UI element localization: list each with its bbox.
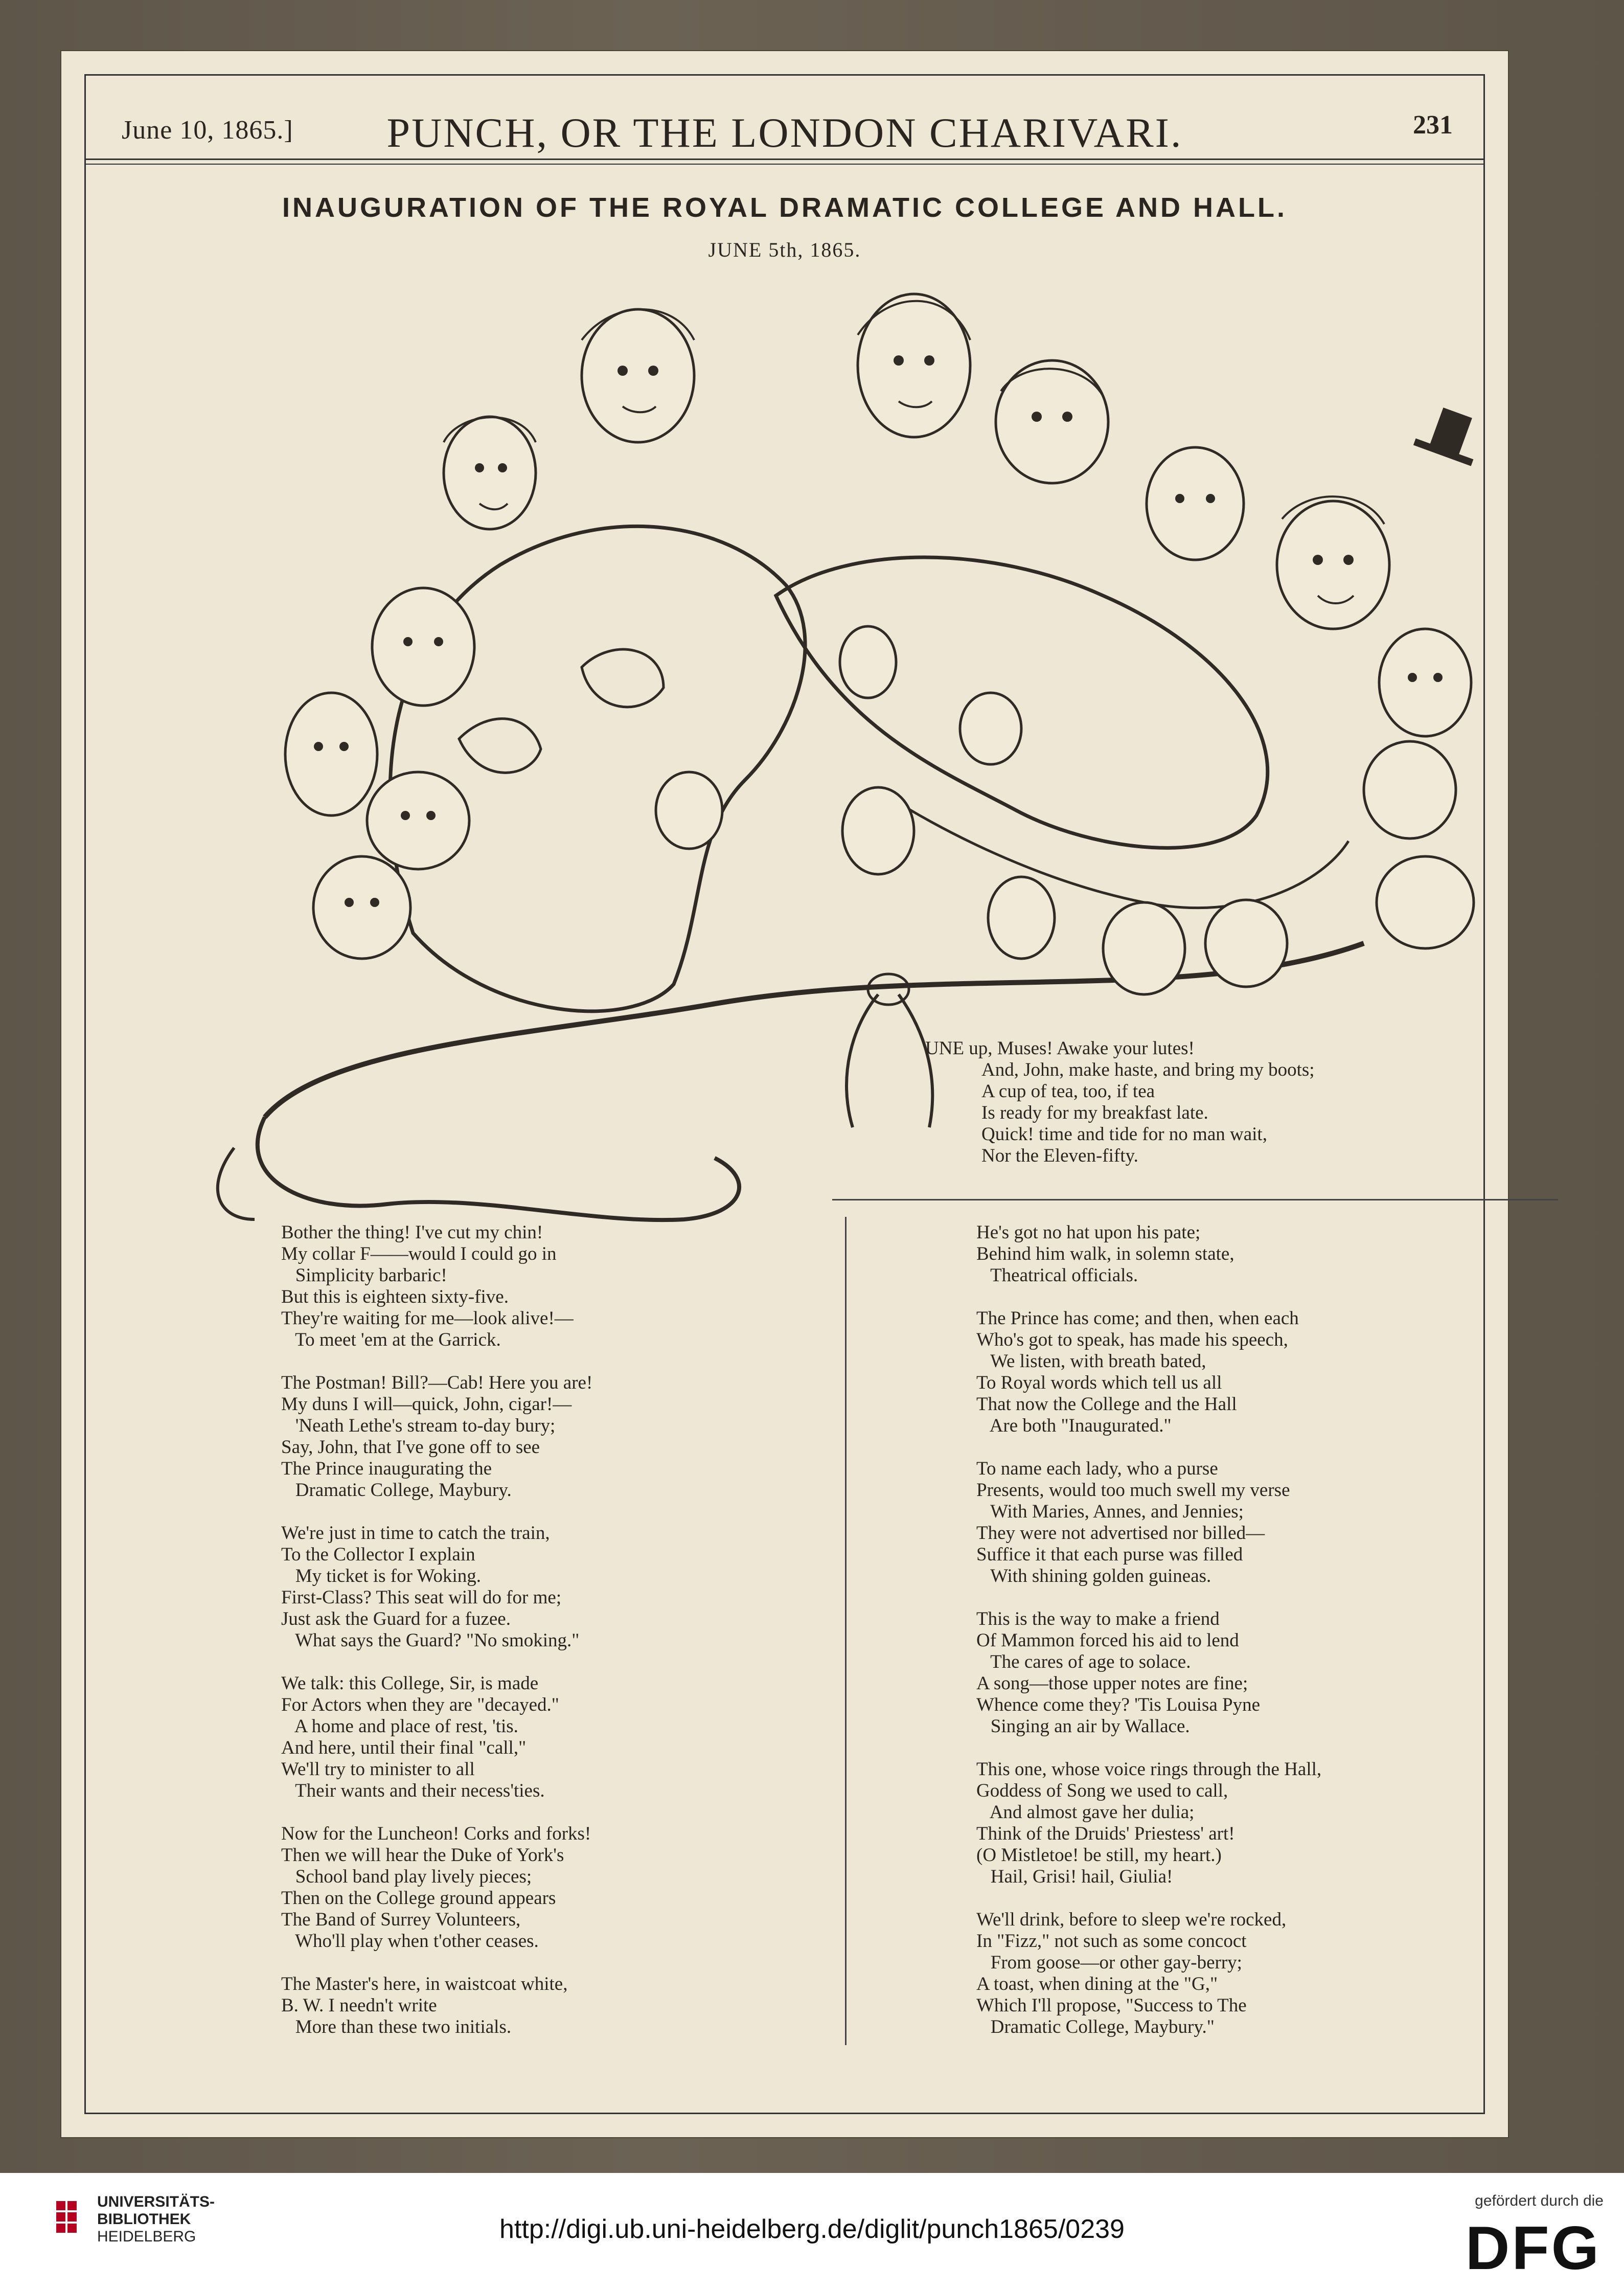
masthead-title: PUNCH, OR THE LONDON CHARIVARI. xyxy=(386,109,1183,156)
poem-line: But this is eighteen sixty-five. xyxy=(281,1286,509,1307)
poem-line: Nor the Eleven-fifty. xyxy=(981,1145,1138,1166)
stanza-break xyxy=(976,1888,1321,1909)
poem-line: We'll try to minister to all xyxy=(281,1759,475,1780)
poem-line: Who's got to speak, has made his speech, xyxy=(976,1329,1288,1350)
poem-line: B. W. I needn't write xyxy=(281,1995,437,2016)
library-line: HEIDELBERG xyxy=(97,2228,196,2245)
poem-line: Suffice it that each purse was filled xyxy=(976,1544,1243,1565)
poem-line: To Royal words which tell us all xyxy=(976,1372,1222,1393)
poem-line: Dramatic College, Maybury. xyxy=(281,1480,512,1501)
poem-line: To the Collector I explain xyxy=(281,1544,475,1565)
stanza-break xyxy=(976,1587,1321,1608)
column-divider xyxy=(845,1217,847,2045)
poem-line: This is the way to make a friend xyxy=(976,1608,1220,1629)
poem-line: The Band of Surrey Volunteers, xyxy=(281,1909,521,1930)
poem-line: In "Fizz," not such as some concoct xyxy=(976,1931,1247,1952)
top-rule xyxy=(86,74,1483,76)
poem-line: Then we will hear the Duke of York's xyxy=(281,1845,564,1866)
poem-line: And, John, make haste, and bring my boots; xyxy=(981,1059,1315,1080)
poem-left-column xyxy=(281,1222,592,2038)
poem-line: Now for the Luncheon! Corks and forks! xyxy=(281,1823,591,1844)
newspaper-page xyxy=(61,51,1508,2137)
poem-line: Whence come they? 'Tis Louisa Pyne xyxy=(976,1694,1261,1715)
poem-line: From goose—or other gay-berry; xyxy=(976,1952,1242,1973)
poem-line: A song—those upper notes are fine; xyxy=(976,1673,1248,1694)
stanza-break xyxy=(976,1286,1321,1308)
poem-line: Theatrical officials. xyxy=(976,1265,1138,1286)
poem-line: 'Neath Lethe's stream to-day bury; xyxy=(281,1415,556,1436)
section-rule xyxy=(832,1199,1558,1200)
stanza-break xyxy=(281,1501,592,1523)
poem-line: We'll drink, before to sleep we're rocked, xyxy=(976,1909,1287,1930)
library-line: UNIVERSITÄTS- xyxy=(97,2193,215,2210)
stanza-break xyxy=(281,1351,592,1372)
poem-line: Hail, Grisi! hail, Giulia! xyxy=(976,1866,1173,1887)
poem-line: This one, whose voice rings through the Hall, xyxy=(976,1759,1322,1780)
cartoon-date: JUNE 5th, 1865. xyxy=(708,238,861,261)
library-line: BIBLIOTHEK xyxy=(97,2211,191,2228)
poem-line: A home and place of rest, 'tis. xyxy=(281,1716,518,1737)
poem-line: (O Mistletoe! be still, my heart.) xyxy=(976,1845,1222,1866)
poem-line: More than these two initials. xyxy=(281,2016,512,2037)
poem-line: Behind him walk, in solemn state, xyxy=(976,1243,1234,1264)
poem-right-column xyxy=(976,1222,1321,2038)
poem-intro xyxy=(925,1038,1315,1167)
poem-line: Of Mammon forced his aid to lend xyxy=(976,1630,1239,1651)
poem-line: The Master's here, in waistcoat white, xyxy=(281,1974,568,1995)
poem-line: With shining golden guineas. xyxy=(976,1566,1211,1587)
poem-line: They're waiting for me—look alive!— xyxy=(281,1308,574,1329)
masthead-date: June 10, 1865.] xyxy=(122,116,293,145)
page-number: 231 xyxy=(1413,110,1453,140)
poem-line: Say, John, that I've gone off to see xyxy=(281,1437,540,1458)
header-rule-double xyxy=(86,164,1483,165)
poem-line: The Postman! Bill?—Cab! Here you are! xyxy=(281,1372,593,1393)
poem-line: We're just in time to catch the train, xyxy=(281,1523,550,1544)
poem-line: Are both "Inaugurated." xyxy=(976,1415,1172,1436)
stanza-break xyxy=(976,1737,1321,1759)
stanza-break xyxy=(281,1651,592,1673)
cartoon-title: INAUGURATION OF THE ROYAL DRAMATIC COLLEGE AND HALL. xyxy=(282,192,1287,223)
dfg-logo: DFG xyxy=(1465,2214,1601,2282)
poem-line: The cares of age to solace. xyxy=(976,1651,1191,1672)
poem-line: Who'll play when t'other ceases. xyxy=(281,1931,539,1952)
poem-line: And almost gave her dulia; xyxy=(976,1802,1195,1823)
poem-line: First-Class? This seat will do for me; xyxy=(281,1587,562,1608)
digitization-footer xyxy=(0,2173,1624,2289)
header-rule xyxy=(86,158,1483,160)
poem-line: Which I'll propose, "Success to The xyxy=(976,1995,1247,2016)
poem-line: They were not advertised nor billed— xyxy=(976,1523,1265,1544)
poem-line: With Maries, Annes, and Jennies; xyxy=(976,1501,1244,1522)
poem-line: To meet 'em at the Garrick. xyxy=(281,1329,501,1350)
permalink-url[interactable]: http://digi.ub.uni-heidelberg.de/diglit/punch1865/0239 xyxy=(499,2214,1125,2244)
poem-line: Quick! time and tide for no man wait, xyxy=(981,1124,1267,1145)
poem-line: A toast, when dining at the "G," xyxy=(976,1974,1218,1995)
poem-line: UNE up, Muses! Awake your lutes! xyxy=(925,1038,1195,1059)
poem-line: The Prince inaugurating the xyxy=(281,1458,492,1479)
poem-line: Is ready for my breakfast late. xyxy=(981,1102,1208,1123)
poem-line: Just ask the Guard for a fuzee. xyxy=(281,1608,511,1629)
poem-line: To name each lady, who a purse xyxy=(976,1458,1218,1479)
poem-line: Presents, would too much swell my verse xyxy=(976,1480,1290,1501)
poem-line: For Actors when they are "decayed." xyxy=(281,1694,559,1715)
poem-line: Think of the Druids' Priestess' art! xyxy=(976,1823,1235,1844)
stanza-break xyxy=(281,1952,592,1974)
poem-line: My ticket is for Woking. xyxy=(281,1566,481,1587)
poem-line: My duns I will—quick, John, cigar!— xyxy=(281,1394,572,1415)
funding-label: gefördert durch die xyxy=(1475,2192,1604,2209)
poem-line: School band play lively pieces; xyxy=(281,1866,532,1887)
poem-line: He's got no hat upon his pate; xyxy=(976,1222,1201,1243)
poem-line: We talk: this College, Sir, is made xyxy=(281,1673,539,1694)
poem-line: The Prince has come; and then, when each xyxy=(976,1308,1299,1329)
stanza-break xyxy=(281,1802,592,1823)
poem-line: Their wants and their necess'ties. xyxy=(281,1780,545,1801)
poem-line: Then on the College ground appears xyxy=(281,1888,556,1909)
poem-line: Bother the thing! I've cut my chin! xyxy=(281,1222,543,1243)
poem-line: We listen, with breath bated, xyxy=(976,1351,1206,1372)
stanza-break xyxy=(976,1437,1321,1458)
poem-line: Singing an air by Wallace. xyxy=(976,1716,1190,1737)
poem-line: A cup of tea, too, if tea xyxy=(981,1081,1155,1102)
poem-line: What says the Guard? "No smoking." xyxy=(281,1630,580,1651)
poem-line: Simplicity barbaric! xyxy=(281,1265,447,1286)
poem-line: My collar F——would I could go in xyxy=(281,1243,557,1264)
poem-line: That now the College and the Hall xyxy=(976,1394,1237,1415)
poem-line: Goddess of Song we used to call, xyxy=(976,1780,1228,1801)
poem-line: And here, until their final "call," xyxy=(281,1737,527,1758)
poem-line: Dramatic College, Maybury." xyxy=(976,2016,1215,2037)
